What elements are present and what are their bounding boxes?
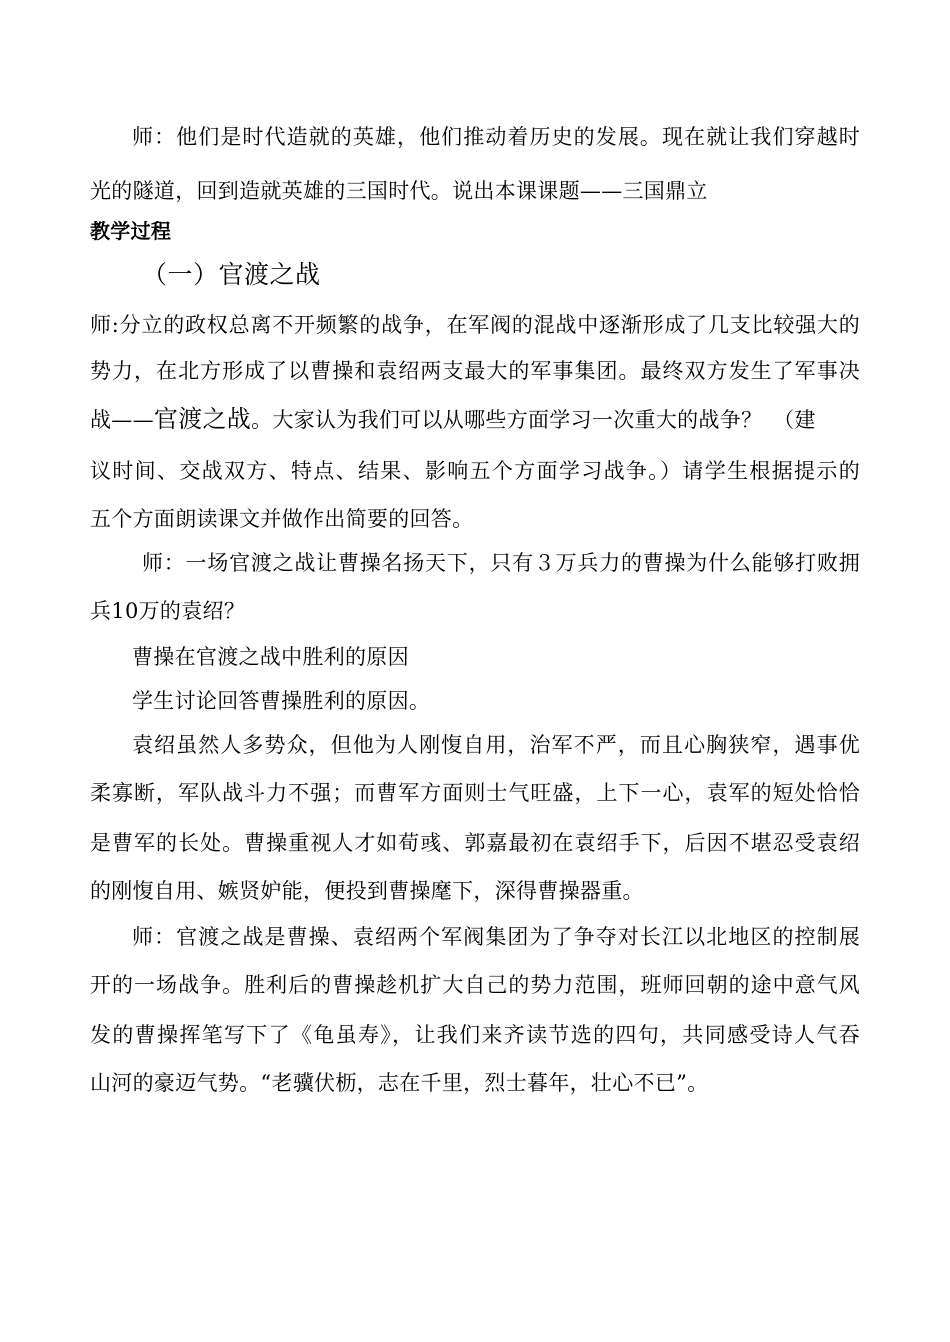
intro-line-1: 师：他们是时代造就的英雄，他们推动着历史的发展。现在就让我们穿越时	[132, 125, 860, 149]
para4-line-3: 发的曹操挥笔写下了《龟虽寿》，让我们来齐读节选的四句，共同感受诗人气吞	[90, 1023, 860, 1047]
para1-line-5: 五个方面朗读课文并做作出简要的回答。	[90, 507, 474, 531]
para4-line-4: 山河的豪迈气势。“老骥伏枥，志在千里，烈士暮年，壮心不已”。	[90, 1071, 709, 1095]
para2-line-2: 兵10万的袁绍？	[90, 599, 246, 623]
battle-name-emphasis: 官渡之战	[153, 405, 252, 433]
intro-line-2: 光的隧道，回到造就英雄的三国时代。说出本课课题——三国鼎立	[90, 179, 708, 203]
section-title: 教学过程	[90, 219, 172, 243]
para4-line-1: 师：官渡之战是曹操、袁绍两个军阀集团为了争夺对长江以北地区的控制展	[132, 925, 860, 949]
para1-line-3-post: 。大家认为我们可以从哪些方面学习一次重大的战争？ （建	[251, 408, 816, 432]
para1-line-4: 议时间、交战双方、特点、结果、影响五个方面学习战争。）请学生根据提示的	[90, 459, 860, 483]
item-1: 曹操在官渡之战中胜利的原因	[132, 645, 409, 669]
para3-line-2: 柔寡断，军队战斗力不强；而曹军方面则士气旺盛，上下一心，袁军的短处恰恰	[90, 781, 860, 805]
para1-line-3	[90, 404, 860, 435]
para1-line-3-pre: 战——	[90, 408, 154, 432]
para4-line-2: 开的一场战争。胜利后的曹操趁机扩大自己的势力范围，班师回朝的途中意气风	[90, 973, 860, 997]
para1-line-1: 师:分立的政权总离不开频繁的战争，在军阀的混战中逐渐形成了几支比较强大的	[90, 313, 860, 337]
para1-line-2: 势力，在北方形成了以曹操和袁绍两支最大的军事集团。最终双方发生了军事决	[90, 359, 860, 383]
para3-line-1: 袁绍虽然人多势众，但他为人刚愎自用，治军不严，而且心胸狭窄，遇事优	[132, 733, 860, 757]
para3-line-3: 是曹军的长处。曹操重视人才如荀彧、郭嘉最初在袁绍手下，后因不堪忍受袁绍	[90, 831, 860, 855]
para2-line-1: 师：一场官渡之战让曹操名扬天下，只有３万兵力的曹操为什么能够打败拥	[142, 551, 860, 575]
subsection-title: （一）官渡之战	[142, 260, 321, 289]
para3-line-4: 的刚愎自用、嫉贤妒能，便投到曹操麾下，深得曹操器重。	[90, 879, 644, 903]
item-2: 学生讨论回答曹操胜利的原因。	[132, 689, 431, 713]
